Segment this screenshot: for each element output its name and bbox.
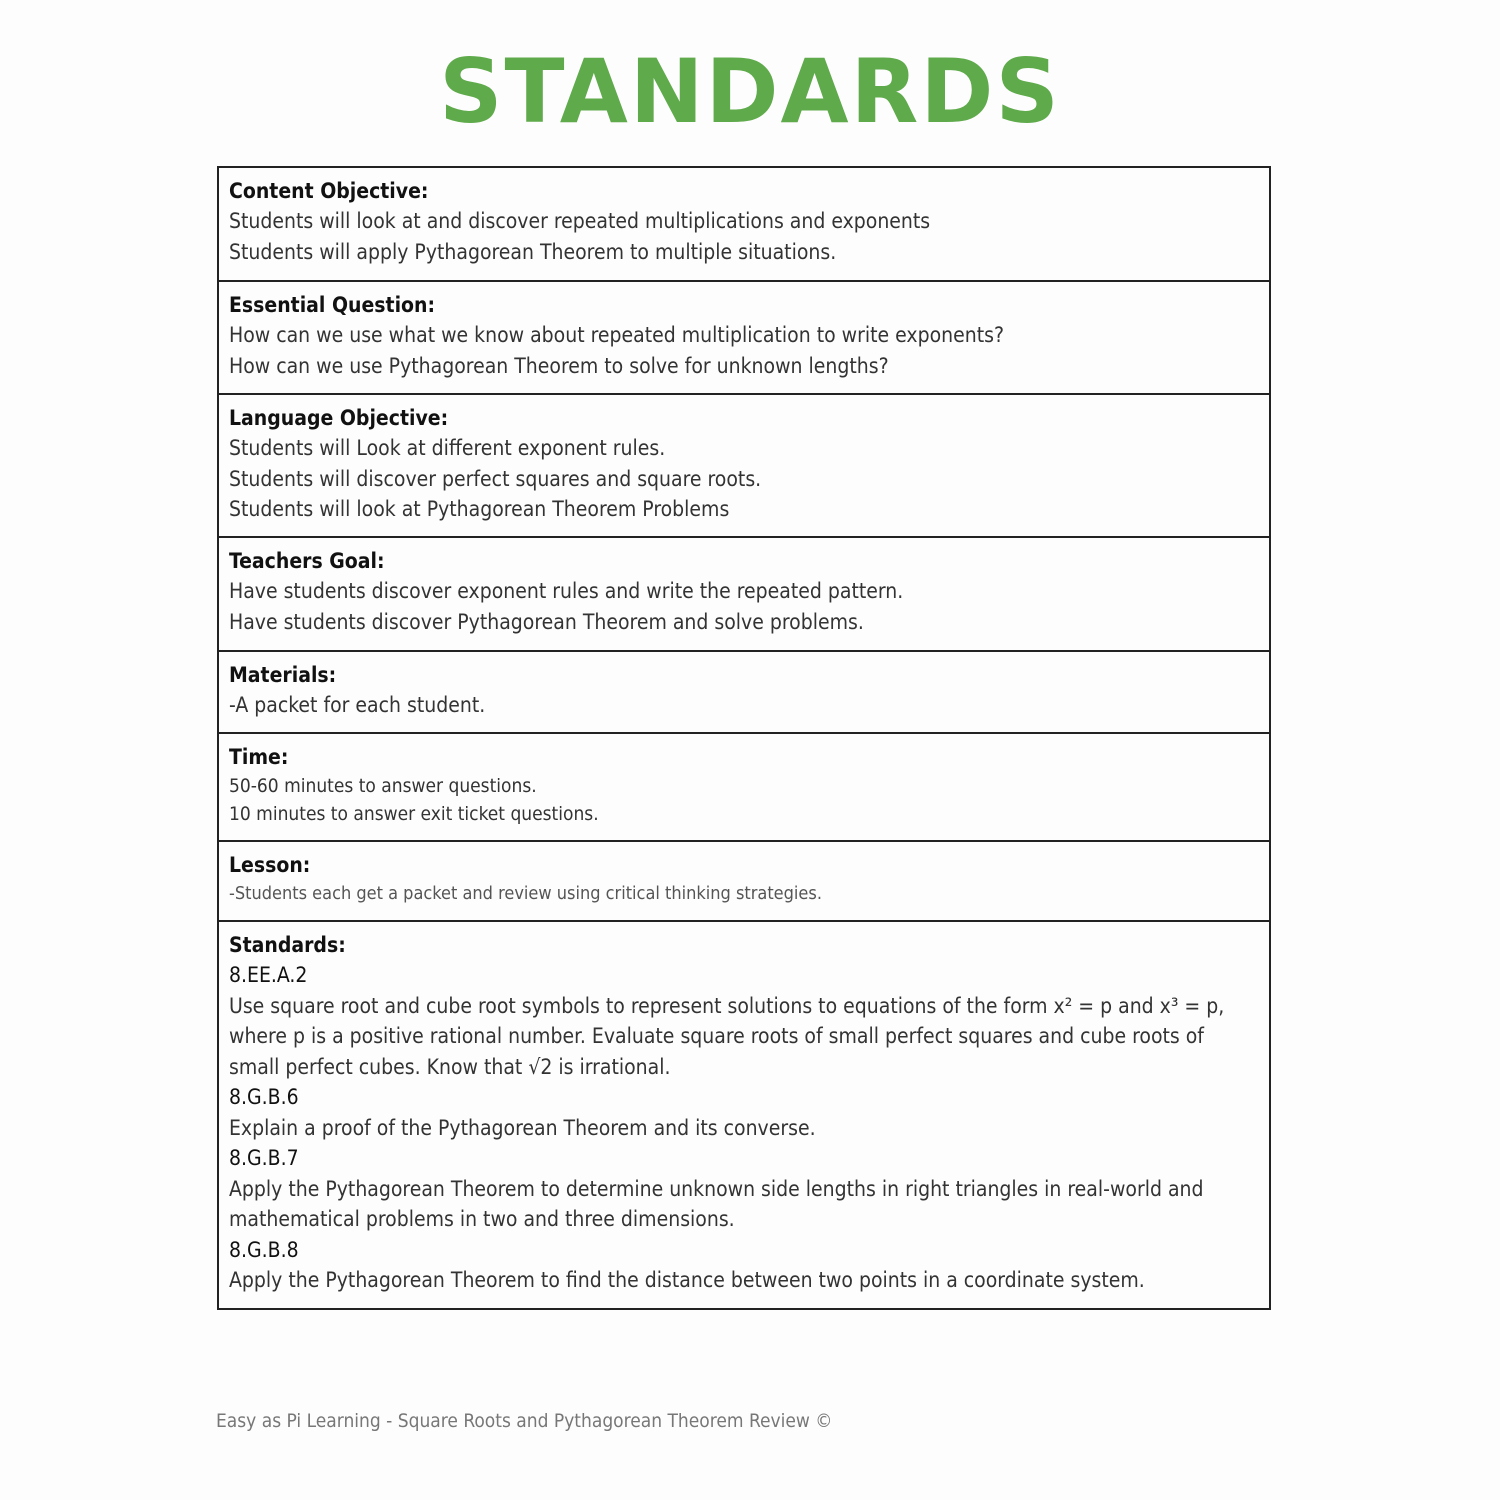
standard-code: 8.EE.A.2 [229, 963, 308, 987]
section-line: Students will apply Pythagorean Theorem to multiple situations. [229, 239, 837, 264]
standards-table [217, 166, 1271, 1310]
teachers-goal-section [219, 538, 1269, 652]
standard-text: Apply the Pythagorean Theorem to find the distance between two points in a coordinate system. [229, 1268, 1145, 1292]
time-section [219, 734, 1269, 842]
section-heading: Materials: [229, 663, 337, 687]
section-line: Students will look at and discover repeated multiplications and exponents [229, 209, 931, 233]
section-line: Students will look at Pythagorean Theorem Problems [229, 497, 730, 521]
section-line: How can we use what we know about repeated multiplication to write exponents? [229, 323, 1004, 347]
content-objective-section [219, 168, 1269, 282]
section-line: Students will Look at different exponent rules. [229, 436, 666, 460]
section-heading: Content Objective: [229, 179, 429, 203]
essential-question-section [219, 282, 1269, 395]
lesson-section [219, 842, 1269, 922]
standard-text: Use square root and cube root symbols to represent solutions to equations of the form x² = p and x³ = p, where p is a positive rational number. Evaluate square roots of small perfect squares and cube roots of small perfect cubes. Know that √2 is irrational. [229, 993, 1225, 1079]
section-heading: Essential Question: [229, 293, 436, 317]
standards-section [219, 922, 1269, 1308]
section-line: -Students each get a packet and review using critical thinking strategies. [229, 883, 822, 904]
standard-code: 8.G.B.8 [229, 1237, 299, 1262]
standard-code: 8.G.B.7 [229, 1146, 299, 1170]
section-heading: Language Objective: [229, 406, 449, 430]
standard-code: 8.G.B.6 [229, 1085, 299, 1109]
section-heading: Standards: [229, 933, 346, 957]
standard-text: Apply the Pythagorean Theorem to determine unknown side lengths in right triangles in real-world and mathematical problems in two and three dimensions. [229, 1176, 1204, 1231]
section-heading: Lesson: [229, 853, 311, 877]
materials-section [219, 652, 1269, 734]
section-heading: Time: [229, 745, 289, 769]
section-line: 50-60 minutes to answer questions. [229, 775, 537, 797]
section-heading: Teachers Goal: [229, 549, 385, 573]
section-line: How can we use Pythagorean Theorem to solve for unknown lengths? [229, 353, 889, 378]
section-line: Have students discover Pythagorean Theorem and solve problems. [229, 609, 864, 634]
section-line: Students will discover perfect squares and square roots. [229, 466, 762, 491]
language-objective-section [219, 395, 1269, 538]
footer-credit: Easy as Pi Learning - Square Roots and Pythagorean Theorem Review © [216, 1410, 833, 1432]
section-line: Have students discover exponent rules and write the repeated pattern. [229, 579, 904, 603]
page-title: STANDARDS [439, 40, 1061, 143]
section-line: 10 minutes to answer exit ticket questions. [229, 803, 599, 825]
standard-text: Explain a proof of the Pythagorean Theorem and its converse. [229, 1115, 816, 1140]
section-line: -A packet for each student. [229, 693, 486, 717]
